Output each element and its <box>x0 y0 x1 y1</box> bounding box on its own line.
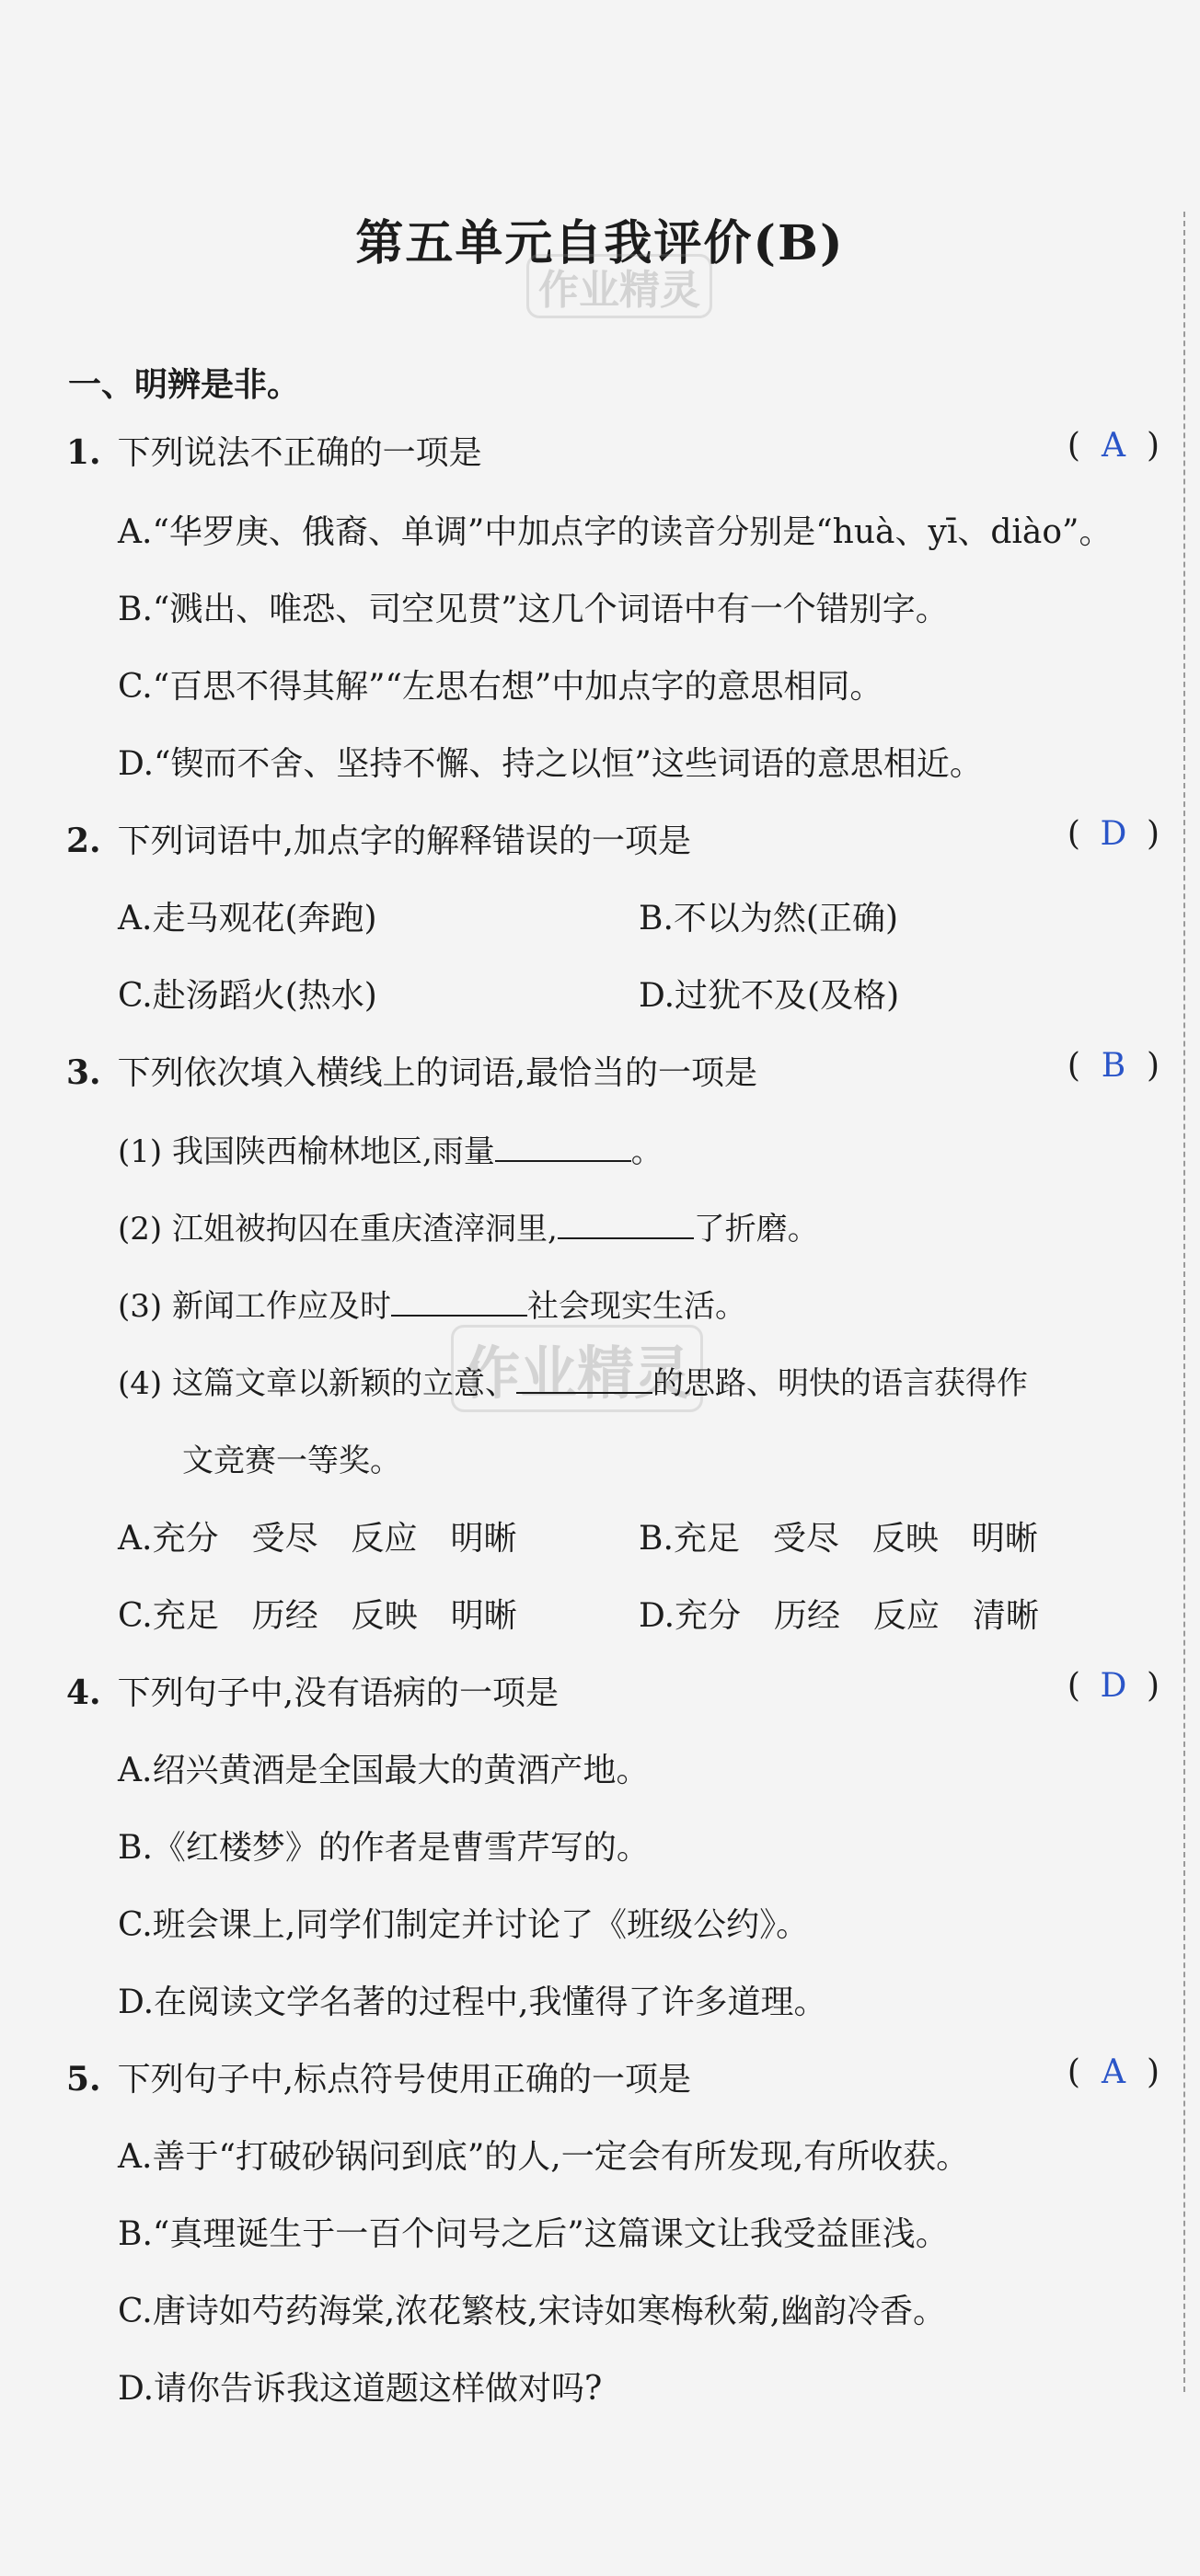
question-1-stem: 1. 下列说法不正确的一项是 <box>66 433 482 472</box>
question-3-item-3: (3) 新闻工作应及时 社会现实生活。 <box>118 1288 746 1325</box>
question-4-stem: 4. 下列句子中,没有语病的一项是 <box>66 1673 560 1712</box>
fill-blank-line <box>391 1314 527 1317</box>
question-3-option-c: C.充足 历经 反映 明晰 <box>118 1597 517 1635</box>
watermark-stamp: 作业精灵 <box>451 1325 703 1412</box>
question-3-answer: ( B ) <box>1067 1047 1160 1085</box>
question-1-option-b: B.“溅出、唯恐、司空见贯”这几个词语中有一个错别字。 <box>118 591 949 628</box>
question-2-option-a: A.走马观花(奔跑) <box>118 900 377 937</box>
question-2-option-c: C.赴汤蹈火(热水) <box>118 977 377 1015</box>
question-5-option-a: A.善于“打破砂锅问到底”的人,一定会有所发现,有所收获。 <box>118 2138 970 2176</box>
question-3-item-4: (4) 这篇文章以新颖的立意、 的思路、明快的语言获得作 <box>118 1365 1028 1402</box>
question-4-option-a: A.绍兴黄酒是全国最大的黄酒产地。 <box>118 1752 650 1789</box>
question-5-stem: 5. 下列句子中,标点符号使用正确的一项是 <box>66 2060 692 2099</box>
question-2-option-d: D.过犹不及(及格) <box>639 977 900 1015</box>
question-3-stem: 3. 下列依次填入横线上的词语,最恰当的一项是 <box>66 1053 758 1092</box>
question-4-option-c: C.班会课上,同学们制定并讨论了《班级公约》。 <box>118 1906 810 1944</box>
fill-blank-line <box>495 1159 631 1162</box>
question-1-option-d: D.“锲而不舍、坚持不懈、持之以恒”这些词语的意思相近。 <box>118 745 983 783</box>
question-1-option-a: A.“华罗庚、俄裔、单调”中加点字的读音分别是“huà、yī、diào”。 <box>118 513 1113 551</box>
watermark-stamp: 作业精灵 <box>526 254 712 318</box>
question-4-answer: ( D ) <box>1067 1667 1160 1705</box>
question-4-option-b: B.《红楼梦》的作者是曹雪芹写的。 <box>118 1829 650 1867</box>
fill-blank-line <box>516 1391 652 1394</box>
question-1-answer: ( A ) <box>1067 427 1160 465</box>
fill-blank-line <box>558 1236 694 1239</box>
question-2-stem: 2. 下列词语中,加点字的解释错误的一项是 <box>66 822 692 860</box>
question-3-item-1: (1) 我国陕西榆林地区,雨量 。 <box>118 1133 663 1170</box>
question-4-option-d: D.在阅读文学名著的过程中,我懂得了许多道理。 <box>118 1984 827 2021</box>
question-3-item-4-continued: 文竞赛一等奖。 <box>182 1443 401 1479</box>
question-5-option-d: D.请你告诉我这道题这样做对吗? <box>118 2370 603 2408</box>
question-2-option-b: B.不以为然(正确) <box>639 900 898 937</box>
question-3-option-b: B.充足 受尽 反映 明晰 <box>639 1520 1038 1558</box>
question-5-option-c: C.唐诗如芍药海棠,浓花繁枝,宋诗如寒梅秋菊,幽韵冷香。 <box>118 2293 947 2330</box>
question-1-option-c: C.“百思不得其解”“左思右想”中加点字的意思相同。 <box>118 668 883 706</box>
question-5-answer: ( A ) <box>1067 2053 1160 2091</box>
question-3-item-2: (2) 江姐被拘囚在重庆渣滓洞里, 了折磨。 <box>118 1211 819 1248</box>
question-3-option-d: D.充分 历经 反应 清晰 <box>639 1597 1040 1635</box>
question-5-option-b: B.“真理诞生于一百个问号之后”这篇课文让我受益匪浅。 <box>118 2215 949 2253</box>
page-title: 第五单元自我评价(B) <box>355 215 845 271</box>
section-title: 一、明辨是非。 <box>68 366 301 404</box>
fold-dashed-line <box>1183 212 1185 2392</box>
question-3-option-a: A.充分 受尽 反应 明晰 <box>118 1520 517 1558</box>
question-2-answer: ( D ) <box>1067 815 1160 853</box>
